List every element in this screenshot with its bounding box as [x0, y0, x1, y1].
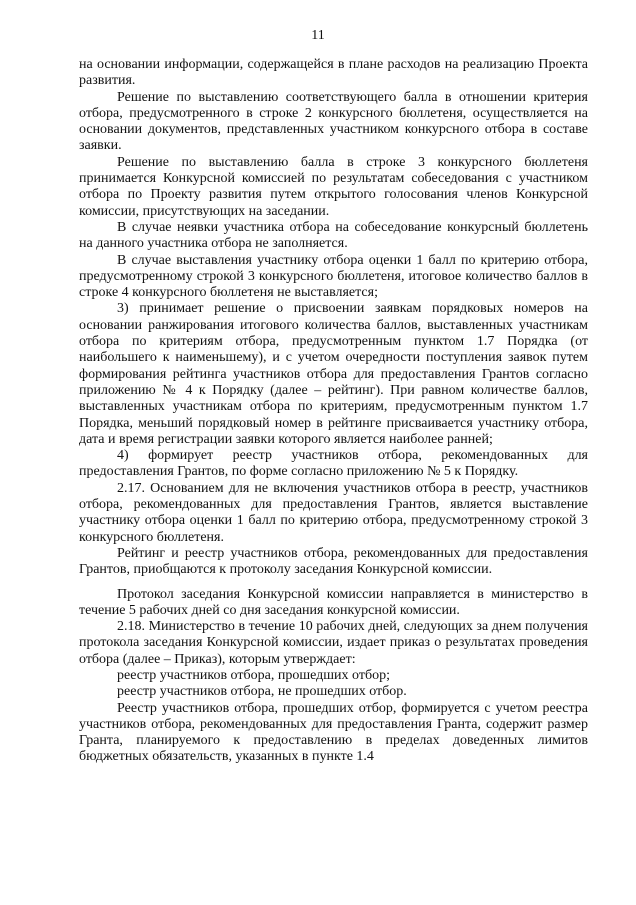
paragraph-continuation: на основании информации, содержащейся в плане расходов на реализацию Проекта развития. [79, 57, 588, 89]
paragraph-rating-attached: Рейтинг и реестр участников отбора, рекомендованных для предоставления Грантов, приобщаются к протоколу заседания Конкурсной комиссии. [79, 545, 588, 578]
paragraph-2-18: 2.18. Министерство в течение 10 рабочих дней, следующих за днем получения протокола заседания Конкурсной комиссии, издает приказ о результатах проведения отбора (далее – Приказ), которым утверждает: [79, 619, 588, 667]
paragraph-2-17: 2.17. Основанием для не включения участников отбора в реестр, участников отбора, рекомендованных для предоставления Грантов, является выставление участнику отбора оценки 1 балл по критерию отбора, предусмотренному строкой 3 конкурсного бюллетеня. [79, 480, 588, 545]
paragraph-item-4-registry: 4) формирует реестр участников отбора, рекомендованных для предоставления Грантов, по форме согласно приложению № 5 к Порядку. [79, 448, 588, 480]
paragraph-protocol-sent: Протокол заседания Конкурсной комиссии направляется в министерство в течение 5 рабочих дней со дня заседания конкурсной комиссии. [79, 586, 588, 618]
paragraph-score-1: В случае выставления участнику отбора оценки 1 балл по критерию отбора, предусмотренному строкой 3 конкурсного бюллетеня, итоговое количество баллов в строке 4 конкурсного бюллетеня не выставляется; [79, 252, 588, 301]
page-number: 11 [311, 28, 325, 43]
document-body [79, 57, 588, 766]
paragraph-registry-passed: реестр участников отбора, прошедших отбор; [117, 667, 390, 683]
paragraph-registry-not-passed: реестр участников отбора, не прошедших отбор. [117, 684, 407, 700]
paragraph-no-show: В случае неявки участника отбора на собеседование конкурсный бюллетень на данного участника отбора не заполняется. [79, 219, 588, 252]
paragraph-criterion-2-decision: Решение по выставлению соответствующего балла в отношении критерия отбора, предусмотренного в строке 2 конкурсного бюллетеня, осуществляется на основании документов, представленных участником конкурсного отбора в составе заявки. [79, 89, 588, 154]
paragraph-registry-formation: Реестр участников отбора, прошедших отбор, формируется с учетом реестра участников отбора, рекомендованных для предоставления Гранта, содержит размер Гранта, планируемого к предоставлению в пределах доведенных лимитов бюджетных обязательств, указанных в пункте 1.4 [79, 700, 588, 765]
paragraph-item-3-rating: 3) принимает решение о присвоении заявкам порядковых номеров на основании ранжирования итогового количества баллов, выставленных участникам отбора по критериям отбора, предусмотренным пунктом 1.7 Порядка (от наибольшего к наименьшему), и с учетом очередности поступления заявок путем формирования рейтинга участников отбора для предоставления Грантов согласно приложению № 4 к Порядку (далее – рейтинг). При равном количестве баллов, выставленных участникам отбора по критериям, предусмотренным пунктом 1.7 Порядка, меньший порядковый номер в рейтинге присваивается участнику отбора, дата и время регистрации заявки которого является наиболее ранней; [79, 301, 588, 447]
paragraph-criterion-3-decision: Решение по выставлению балла в строке 3 конкурсного бюллетеня принимается Конкурсной комиссией по результатам собеседования с участником отбора по Проекту развития путем открытого голосования членов Конкурсной комиссии, присутствующих на заседании. [79, 154, 588, 219]
